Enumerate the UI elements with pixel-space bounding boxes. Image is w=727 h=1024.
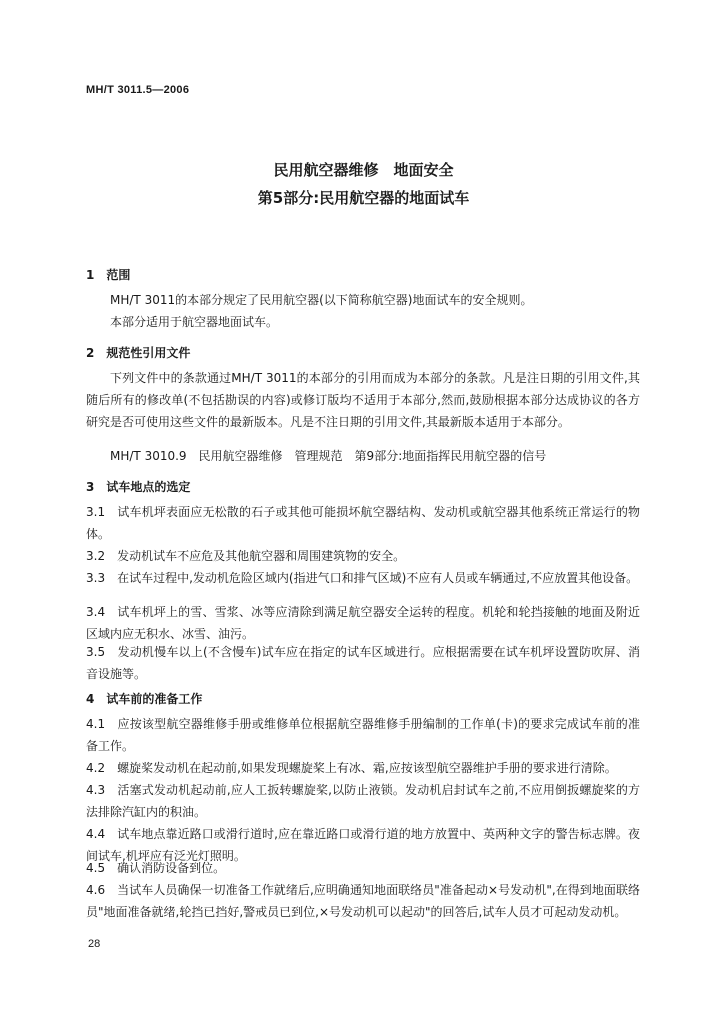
section-2-para-2: MH/T 3010.9 民用航空器维修 管理规范 第9部分:地面指挥民用航空器的信号 xyxy=(110,449,547,463)
section-4-heading: 4 试车前的准备工作 xyxy=(86,692,203,706)
clause-4-6: 4.6 当试车人员确保一切准备工作就绪后,应明确通知地面联络员"准备起动×号发动机",在得到地面联络员"地面准备就绪,轮挡已挡好,警戒员已到位,×号发动机可以起动"的回答后,试车人员才可起动发动机。 xyxy=(86,883,640,919)
section-1-para-1: MH/T 3011的本部分规定了民用航空器(以下简称航空器)地面试车的安全规则。 xyxy=(110,293,533,307)
clause-3-4: 3.4 试车机坪上的雪、雪浆、冰等应清除到满足航空器安全运转的程度。机轮和轮挡接触的地面及附近区域内应无积水、冰雪、油污。 xyxy=(86,605,640,641)
clause-4-3: 4.3 活塞式发动机起动前,应人工扳转螺旋桨,以防止液锁。发动机启封试车之前,不应用倒扳螺旋桨的方法排除汽缸内的积油。 xyxy=(86,783,640,819)
document-header: MH/T 3011.5—2006 xyxy=(86,84,190,96)
section-2-heading: 2 规范性引用文件 xyxy=(86,346,191,360)
clause-3-2: 3.2 发动机试车不应危及其他航空器和周围建筑物的安全。 xyxy=(86,549,406,563)
section-1-heading: 1 范围 xyxy=(86,268,131,282)
section-1-para-2: 本部分适用于航空器地面试车。 xyxy=(110,315,279,329)
clause-3-3: 3.3 在试车过程中,发动机危险区域内(指进气口和排气区域)不应有人员或车辆通过,不应放置其他设备。 xyxy=(86,571,639,585)
clause-4-2: 4.2 螺旋桨发动机在起动前,如果发现螺旋桨上有冰、霜,应按该型航空器维护手册的要求进行清除。 xyxy=(86,761,617,775)
section-3-heading: 3 试车地点的选定 xyxy=(86,480,191,494)
title-line-1: 民用航空器维修 地面安全 xyxy=(273,161,454,179)
clause-4-4: 4.4 试车地点靠近路口或滑行道时,应在靠近路口或滑行道的地方放置中、英两种文字的警告标志牌。夜间试车,机坪应有泛光灯照明。 xyxy=(86,827,640,863)
clause-3-5: 3.5 发动机慢车以上(不含慢车)试车应在指定的试车区域进行。应根据需要在试车机坪设置防吹屏、消音设施等。 xyxy=(86,645,640,681)
clause-4-1: 4.1 应按该型航空器维修手册或维修单位根据航空器维修手册编制的工作单(卡)的要求完成试车前的准备工作。 xyxy=(86,717,640,753)
page-number: 28 xyxy=(88,938,101,950)
title-line-2: 第5部分:民用航空器的地面试车 xyxy=(257,189,470,207)
clause-4-5: 4.5 确认消防设备到位。 xyxy=(86,861,226,875)
clause-3-1: 3.1 试车机坪表面应无松散的石子或其他可能损坏航空器结构、发动机或航空器其他系统正常运行的物体。 xyxy=(86,505,640,541)
section-2-para-1: 下列文件中的条款通过MH/T 3011的本部分的引用而成为本部分的条款。凡是注日期的引用文件,其随后所有的修改单(不包括勘误的内容)或修订版均不适用于本部分,然而,鼓励根据本部分达成协议的各方研究是否可使用这些文件的最新版本。凡是不注日期的引用文件,其最新版本适用于本部分。 xyxy=(86,371,640,429)
